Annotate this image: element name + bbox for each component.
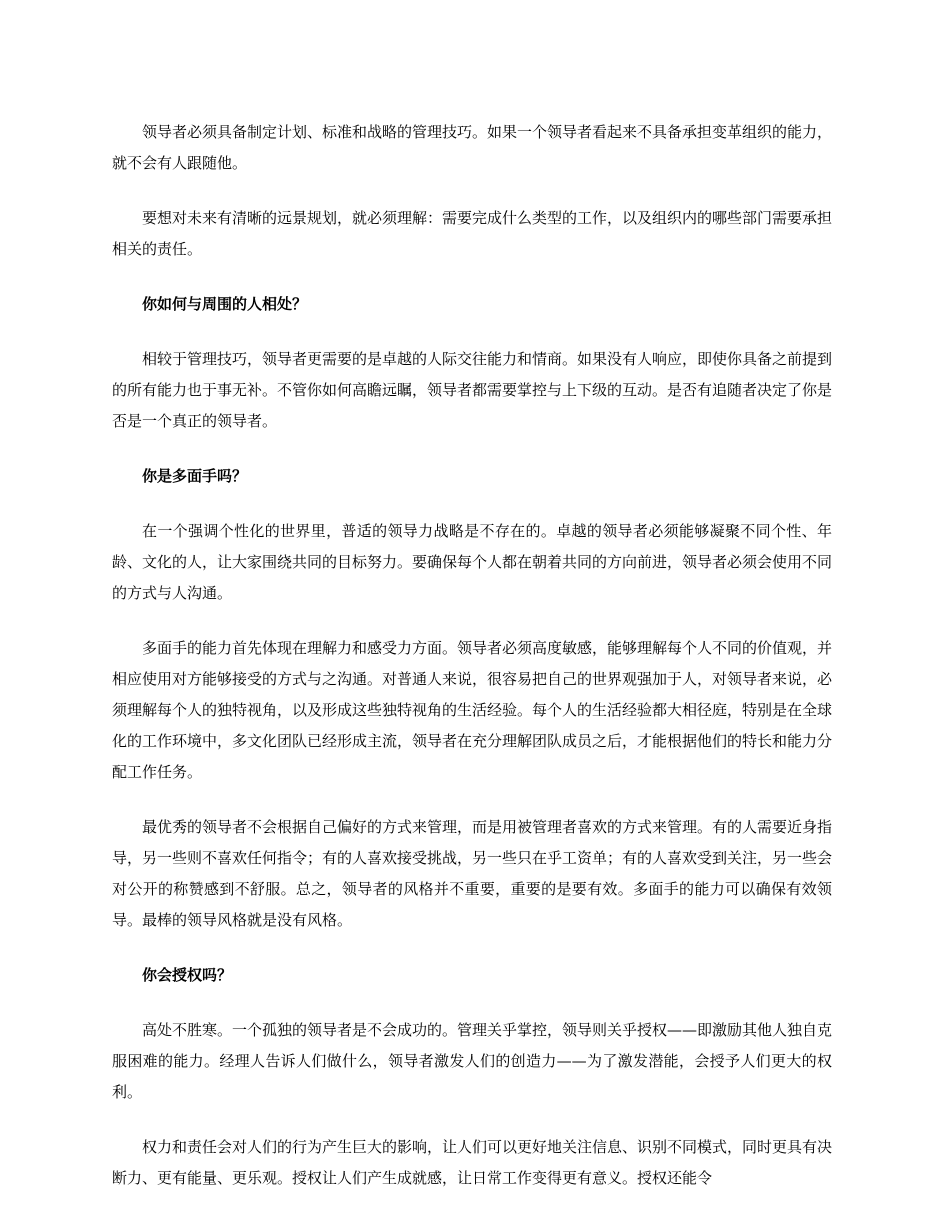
- paragraph-planning-skills: 领导者必须具备制定计划、标准和战略的管理技巧。如果一个领导者看起来不具备承担变革组织的能力，就不会有人跟随他。: [112, 123, 833, 172]
- paragraph-delegation: 高处不胜寒。一个孤独的领导者是不会成功的。管理关乎掌控，领导则关乎授权——即激励其他人独自克服困难的能力。经理人告诉人们做什么，领导者激发人们的创造力——为了激发潜能，会授予人们更大的权利。: [112, 1021, 833, 1101]
- section-heading-delegation: 你会授权吗？: [142, 966, 233, 984]
- paragraph-vision: 要想对未来有清晰的远景规划，就必须理解：需要完成什么类型的工作，以及组织内的哪些部门需要承担相关的责任。: [112, 209, 833, 258]
- paragraph-best-leaders: 最优秀的领导者不会根据自己偏好的方式来管理，而是用被管理者喜欢的方式来管理。有的人需要近身指导，另一些则不喜欢任何指令；有的人喜欢接受挑战，另一些只在乎工资单；有的人喜欢受到关注，另一些会对公开的称赞感到不舒服。总之，领导者的风格并不重要，重要的是要有效。多面手的能力可以确保有效领导。最棒的领导风格就是没有风格。: [112, 818, 833, 929]
- paragraph-versatile-intro: 在一个强调个性化的世界里，普适的领导力战略是不存在的。卓越的领导者必须能够凝聚不同个性、年龄、文化的人，让大家围绕共同的目标努力。要确保每个人都在朝着共同的方向前进，领导者必须会使用不同的方式与人沟通。: [112, 522, 833, 602]
- paragraph-power-responsibility: 权力和责任会对人们的行为产生巨大的影响，让人们可以更好地关注信息、识别不同模式，同时更具有决断力、更有能量、更乐观。授权让人们产生成就感，让日常工作变得更有意义。授权还能令: [112, 1138, 833, 1187]
- section-heading-versatile: 你是多面手吗？: [142, 467, 248, 485]
- document-page: [112, 117, 832, 1218]
- section-heading-interpersonal: 你如何与周围的人相处？: [142, 295, 308, 313]
- paragraph-interpersonal: 相较于管理技巧，领导者更需要的是卓越的人际交往能力和情商。如果没有人响应，即使你具备之前提到的所有能力也于事无补。不管你如何高瞻远瞩，领导者都需要掌控与上下级的互动。是否有追随者决定了你是否是一个真正的领导者。: [112, 350, 833, 430]
- paragraph-versatile-understanding: 多面手的能力首先体现在理解力和感受力方面。领导者必须高度敏感，能够理解每个人不同的价值观，并相应使用对方能够接受的方式与之沟通。对普通人来说，很容易把自己的世界观强加于人，对领导者来说，必须理解每个人的独特视角，以及形成这些独特视角的生活经验。每个人的生活经验都大相径庭，特别是在全球化的工作环境中，多文化团队已经形成主流，领导者在充分理解团队成员之后，才能根据他们的特长和能力分配工作任务。: [112, 639, 833, 781]
